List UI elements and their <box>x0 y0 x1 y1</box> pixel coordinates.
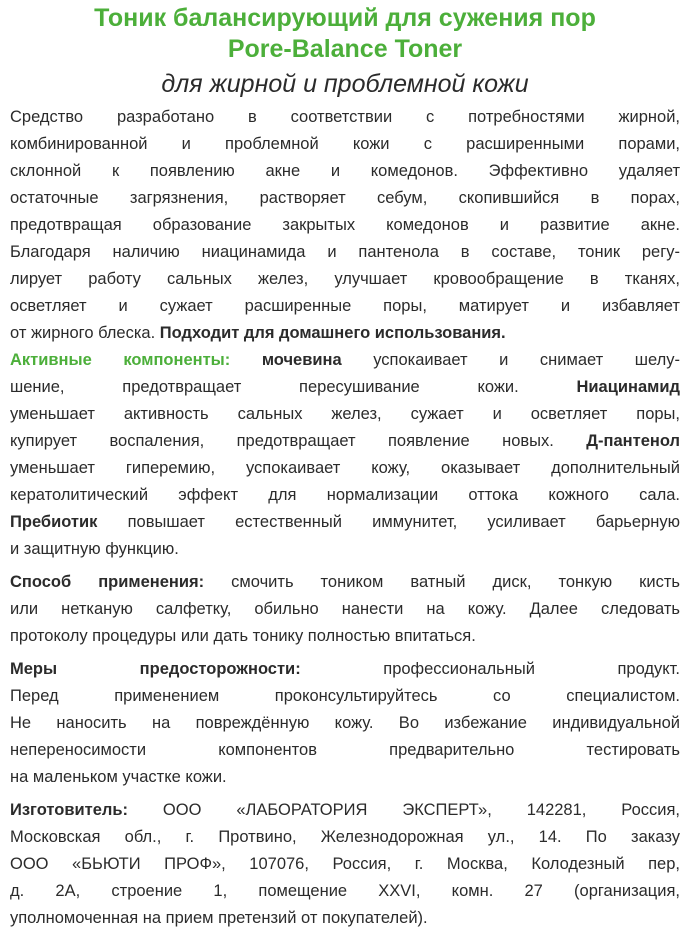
ingredient-d-panthenol: Д-пантенол <box>586 432 680 450</box>
description-line: Благодаря наличию ниацинамида и пантенола в составе, тоник регу- <box>10 243 680 261</box>
actives-line <box>10 509 680 536</box>
manufacturer-line: ООО «БЬЮТИ ПРОФ», 107076, Россия, г. Москва, Колодезный пер, <box>10 855 680 873</box>
home-use-note: Подходит для домашнего использования. <box>159 324 506 342</box>
ingredient-prebiotic: Пребиотик <box>10 513 98 531</box>
product-subtitle: для жирной и проблемной кожи <box>161 70 529 98</box>
precautions-heading: Меры предосторожности: <box>10 660 301 678</box>
actives-line: кератолитический эффект для нормализации оттока кожного сала. <box>10 486 680 504</box>
description-text: от жирного блеска. <box>10 324 160 342</box>
manufacturer-line: д. 2А, строение 1, помещение XXVI, комн. 27 (организация, <box>10 882 680 900</box>
description-line: предотвращая образование закрытых комедонов и развитие акне. <box>10 216 680 234</box>
description-line: комбинированной и проблемной кожи с расширенными порами, <box>10 135 680 153</box>
precautions-text: профессиональный продукт. <box>300 660 680 678</box>
manufacturer-section <box>10 797 680 932</box>
manufacturer-line: Московская обл., г. Протвино, Железнодорожная ул., 14. По заказу <box>10 828 680 846</box>
actives-line: уменьшает гиперемию, успокаивает кожу, оказывает дополнительный <box>10 459 680 477</box>
usage-line <box>10 569 680 596</box>
product-title-ru: Тоник балансирующий для сужения пор <box>94 4 596 32</box>
actives-section <box>10 347 680 563</box>
manufacturer-line: уполномоченная на прием претензий от покупателей). <box>10 909 428 927</box>
precautions-line <box>10 656 680 683</box>
manufacturer-text: ООО «ЛАБОРАТОРИЯ ЭКСПЕРТ», 142281, Россия, <box>128 801 680 819</box>
description-line: Средство разработано в соответствии с потребностями жирной, <box>10 108 680 126</box>
actives-line <box>10 428 680 455</box>
actives-line: уменьшает активность сальных желез, сужает и осветляет поры, <box>10 405 680 423</box>
product-title-en: Pore-Balance Toner <box>227 35 463 63</box>
precautions-line: Не наносить на повреждённую кожу. Во избежание индивидуальной <box>10 714 680 732</box>
usage-line: или нетканую салфетку, обильно нанести на кожу. Далее следовать <box>10 600 680 618</box>
actives-text: купирует воспаления, предотвращает появление новых. <box>10 432 587 450</box>
precautions-line: Перед применением проконсультируйтесь со специалистом. <box>10 687 680 705</box>
ingredient-niacinamide: Ниацинамид <box>576 378 680 396</box>
actives-line: и защитную функцию. <box>10 540 179 558</box>
description-line: остаточные загрязнения, растворяет себум, скопившийся в порах, <box>10 189 680 207</box>
description-section <box>10 104 680 347</box>
description-line: склонной к появлению акне и комедонов. Эффективно удаляет <box>10 162 680 180</box>
precautions-line: на маленьком участке кожи. <box>10 768 227 786</box>
usage-text: смочить тоником ватный диск, тонкую кисть <box>204 573 680 591</box>
usage-line: протоколу процедуры или дать тонику полностью впитаться. <box>10 627 476 645</box>
usage-heading: Способ применения: <box>10 573 205 591</box>
description-line: лирует работу сальных желез, улучшает кровообращение в тканях, <box>10 270 680 288</box>
description-line: осветляет и сужает расширенные поры, матирует и избавляет <box>10 297 680 315</box>
actives-line <box>10 374 680 401</box>
manufacturer-line <box>10 797 680 824</box>
precautions-section <box>10 656 680 791</box>
precautions-line: непереносимости компонентов предварительно тестировать <box>10 741 680 759</box>
actives-text: шение, предотвращает пересушивание кожи. <box>10 378 577 396</box>
usage-section <box>10 569 680 650</box>
actives-line <box>10 347 680 374</box>
manufacturer-heading: Изготовитель: <box>10 801 128 819</box>
actives-heading: Активные компоненты: <box>10 351 231 369</box>
ingredient-urea: мочевина <box>230 351 342 369</box>
description-line <box>10 320 680 347</box>
actives-text: успокаивает и снимает шелу- <box>341 351 680 369</box>
actives-text: повышает естественный иммунитет, усиливает барьерную <box>97 513 680 531</box>
